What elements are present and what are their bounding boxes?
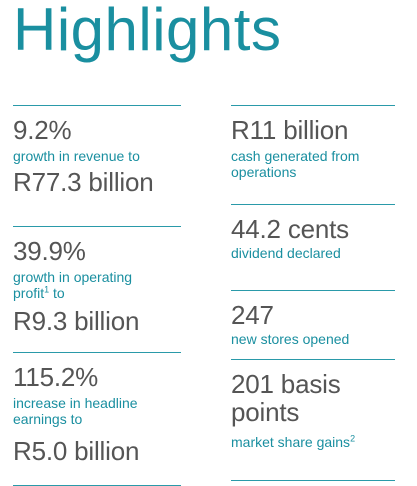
highlight-description: new stores opened — [231, 331, 350, 347]
figure-line: points — [231, 397, 300, 427]
highlight-dividend — [231, 204, 395, 290]
description-line: to — [53, 285, 65, 301]
highlight-new-stores — [231, 290, 395, 359]
highlight-description — [13, 395, 181, 427]
description-line: earnings to — [13, 411, 83, 427]
highlight-result: R5.0 billion — [13, 436, 140, 466]
highlight-cash-generated — [231, 105, 395, 204]
highlight-result: R9.3 billion — [13, 306, 140, 336]
highlight-description — [231, 434, 395, 450]
highlight-figure: 115.2% — [13, 362, 99, 392]
highlight-figure — [231, 370, 395, 426]
highlight-figure: 44.2 cents — [231, 214, 349, 244]
highlight-revenue — [13, 105, 181, 226]
figure-line: 201 basis — [231, 369, 341, 399]
highlight-market-share — [231, 359, 395, 481]
highlights-left-column — [13, 105, 181, 486]
highlight-figure: R11 billion — [231, 115, 349, 145]
highlight-description: growth in revenue to — [13, 148, 140, 164]
footnote-marker: 1 — [44, 284, 50, 295]
description-line: profit — [13, 285, 45, 301]
highlight-figure: 247 — [231, 300, 274, 330]
description-line: cash generated from — [231, 148, 360, 164]
page-title: Highlights — [13, 0, 282, 63]
highlight-result: R77.3 billion — [13, 167, 154, 197]
highlight-figure: 39.9% — [13, 236, 86, 266]
description-line: market share gains — [231, 434, 351, 450]
highlights-right-column — [231, 105, 395, 481]
highlight-description: dividend declared — [231, 245, 341, 261]
highlight-description — [13, 269, 181, 301]
description-line: increase in headline — [13, 395, 138, 411]
highlight-figure: 9.2% — [13, 115, 72, 145]
description-line: operations — [231, 164, 297, 180]
description-line: growth in operating — [13, 269, 133, 285]
highlight-headline-earnings — [13, 352, 181, 486]
highlight-description — [231, 148, 395, 180]
highlight-operating-profit — [13, 226, 181, 352]
footnote-marker: 2 — [350, 433, 356, 444]
